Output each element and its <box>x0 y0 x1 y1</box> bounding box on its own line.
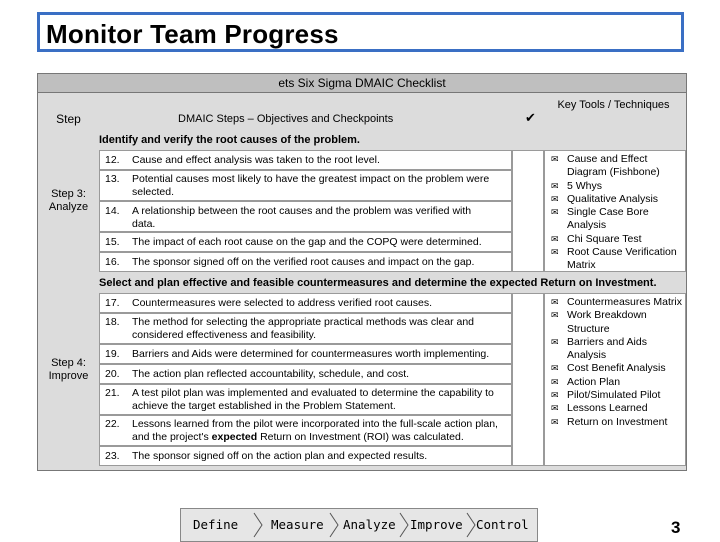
checklist-row: 16. The sponsor signed off on the verified root causes and impact on the gap. <box>99 252 512 272</box>
phase-measure: Measure <box>271 517 324 532</box>
tool-item: ✉ Return on Investment <box>551 415 668 428</box>
checklist-row: 15. The impact of each root cause on the gap and the COPQ were determined. <box>99 232 512 252</box>
tool-item: ✉ Single Case Bore Analysis <box>551 206 649 232</box>
bullet-icon: ✉ <box>551 376 559 387</box>
bullet-icon: ✉ <box>551 233 559 244</box>
bullet-icon: ✉ <box>551 193 559 204</box>
bullet-icon: ✉ <box>551 207 559 218</box>
bullet-icon: ✉ <box>551 310 559 321</box>
chevron-right-icon <box>466 512 476 538</box>
checklist-row: 13. Potential causes most likely to have the greatest impact on the problem were selected. <box>99 170 512 201</box>
bullet-icon: ✉ <box>551 403 559 414</box>
checklist-row: 17. Countermeasures were selected to address verified root causes. <box>99 293 512 313</box>
tool-item: ✉ Action Plan <box>551 375 621 388</box>
tool-item: ✉ Qualitative Analysis <box>551 192 659 205</box>
bullet-icon: ✉ <box>551 297 559 307</box>
checklist-row: 19. Barriers and Aids were determined for countermeasures worth implementing. <box>99 344 512 364</box>
tool-item: ✉ Barriers and Aids Analysis <box>551 335 647 362</box>
chevron-right-icon <box>329 512 339 538</box>
tool-item: ✉ Cause and Effect Diagram (Fishbone) <box>551 153 660 179</box>
dmaic-checklist-table <box>37 73 687 471</box>
phase-analyze: Analyze <box>343 517 396 532</box>
tool-item: ✉ Cost Benefit Analysis <box>551 362 666 375</box>
checklist-row: 20. The action plan reflected accountability, schedule, and cost. <box>99 364 512 384</box>
phase-improve: Improve <box>410 517 463 532</box>
tool-item: ✉ Lessons Learned <box>551 402 648 415</box>
bullet-icon: ✉ <box>551 336 559 347</box>
bullet-icon: ✉ <box>551 363 559 374</box>
section-objective-improve: Select and plan effective and feasible countermeasures and determine the expected Return on Investment. <box>99 277 657 289</box>
checkbox-column-analyze[interactable] <box>512 150 544 272</box>
tools-list-analyze <box>544 150 686 272</box>
step-label-improve: Step 4: Improve <box>48 357 89 382</box>
header-check-icon: ✔ <box>525 110 536 125</box>
checklist-row: 12. Cause and effect analysis was taken to the root level. <box>99 150 512 170</box>
checklist-row: 22. Lessons learned from the pilot were incorporated into the full-scale action plan, and the project's expected Return on Investment (ROI) was calculated. <box>99 415 512 446</box>
checklist-row: 23. The sponsor signed off on the action plan and expected results. <box>99 446 512 466</box>
tool-item: ✉ Countermeasures Matrix <box>551 296 682 308</box>
checkbox-column-improve[interactable] <box>512 293 544 466</box>
header-key-tools: Key Tools / Techniques <box>557 99 670 111</box>
tool-item: ✉ 5 Whys <box>551 179 603 192</box>
tools-list-improve <box>544 293 686 466</box>
title-box <box>37 12 684 52</box>
chevron-right-icon <box>399 512 409 538</box>
section-objective-analyze: Identify and verify the root causes of the problem. <box>99 134 360 146</box>
step-label-analyze: Step 3: Analyze <box>48 188 89 213</box>
tool-item: ✉ Chi Square Test <box>551 232 642 245</box>
bullet-icon: ✉ <box>551 416 559 427</box>
checklist-row: 21. A test pilot plan was implemented and evaluated to determine the capability to achieve the target established in the Problem Statement. <box>99 384 512 415</box>
bullet-icon: ✉ <box>551 247 559 258</box>
bullet-icon: ✉ <box>551 390 559 401</box>
phase-control: Control <box>476 517 529 532</box>
checklist-row: 18. The method for selecting the appropriate practical methods was clear and considered effectiveness and feasibility. <box>99 313 512 344</box>
bullet-icon: ✉ <box>551 180 559 191</box>
page-title: Monitor Team Progress <box>46 19 339 49</box>
tool-item: ✉ Work Breakdown Structure <box>551 309 647 335</box>
bullet-icon: ✉ <box>551 154 559 164</box>
phase-define: Define <box>193 517 239 532</box>
chevron-right-icon <box>253 512 263 538</box>
checklist-title: ets Six Sigma DMAIC Checklist <box>38 74 686 93</box>
checklist-row: 14. A relationship between the root causes and the problem was verified with data. <box>99 201 512 232</box>
header-dmaic-steps: DMAIC Steps – Objectives and Checkpoints <box>178 113 394 125</box>
page-number: 3 <box>671 518 681 537</box>
tool-item: ✉ Pilot/Simulated Pilot <box>551 389 661 402</box>
header-step: Step <box>56 112 81 126</box>
tool-item: ✉ Root Cause Verification Matrix <box>551 246 677 272</box>
